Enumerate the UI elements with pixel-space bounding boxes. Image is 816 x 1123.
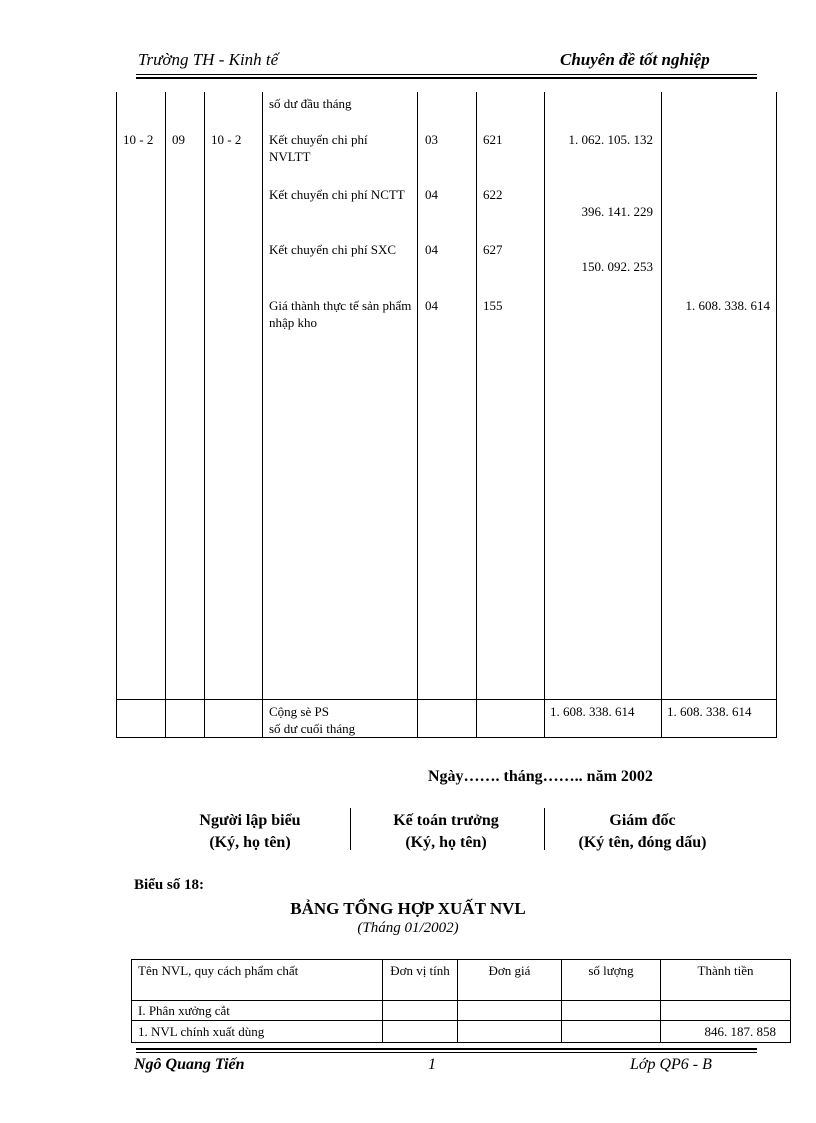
ledger-col-divider xyxy=(476,92,477,737)
summary-header: Thành tiền xyxy=(697,963,754,978)
summary-header: Tên NVL, quy cách phẩm chất xyxy=(138,963,299,978)
ledger-row-desc: Giá thành thực tế sản phẩm nhập kho xyxy=(269,298,412,330)
ledger-row-debit: 150. 092. 253 xyxy=(581,259,653,274)
ledger-col-divider xyxy=(661,92,662,737)
date-line: Ngày……. tháng…….. năm 2002 xyxy=(428,768,653,785)
summary-header: Đơn giá xyxy=(488,963,531,978)
ledger-col-divider xyxy=(417,92,418,737)
signature-director xyxy=(550,810,735,854)
summary-row-name: I. Phân xưởng cắt xyxy=(138,1003,230,1018)
header-rule-thick xyxy=(136,77,757,79)
ledger-row-account: 622 xyxy=(483,187,503,202)
ledger-row-account: 155 xyxy=(483,298,503,313)
ledger-col-c: 10 - 2 xyxy=(211,132,242,147)
ledger-total-debit: 1. 608. 338. 614 xyxy=(550,704,635,719)
ledger-border-left xyxy=(116,92,117,737)
summary-header: số lượng xyxy=(588,963,634,978)
signature-note: (Ký, họ tên) xyxy=(209,834,291,851)
footer-rule xyxy=(136,1052,757,1053)
summary-bottom-rule xyxy=(131,1042,791,1043)
form-number: Biểu số 18: xyxy=(134,877,205,893)
signature-note: (Ký, họ tên) xyxy=(405,834,487,851)
footer-rule-thick xyxy=(136,1048,757,1050)
footer-author: Ngô Quang Tiến xyxy=(134,1056,245,1073)
ledger-total-rule xyxy=(116,699,777,700)
footer-class: Lớp QP6 - B xyxy=(630,1056,712,1073)
ledger-row-desc: Kết chuyển chi phí NVLTT xyxy=(269,132,368,164)
ledger-col-divider xyxy=(262,92,263,737)
ledger-row-page: 04 xyxy=(425,298,438,313)
ledger-total-desc: Cộng sè PS xyxy=(269,704,329,719)
header-school: Trường TH - Kinh tế xyxy=(138,50,279,69)
ledger-opening-desc: số dư đầu tháng xyxy=(269,96,352,111)
signature-preparer xyxy=(160,810,340,854)
summary-top-rule xyxy=(131,959,791,960)
ledger-row-debit: 1. 062. 105. 132 xyxy=(568,132,653,147)
header-rule xyxy=(136,74,757,75)
ledger-row-account: 627 xyxy=(483,242,503,257)
signature-divider xyxy=(350,808,351,850)
ledger-row-page: 03 xyxy=(425,132,438,147)
summary-header-rule xyxy=(131,1000,791,1001)
ledger-col-b: 09 xyxy=(172,132,185,147)
summary-row-name: 1. NVL chính xuất dùng xyxy=(138,1024,265,1039)
ledger-col-divider xyxy=(544,92,545,737)
ledger-row-page: 04 xyxy=(425,187,438,202)
ledger-closing-desc: số dư cuối tháng xyxy=(269,721,356,736)
ledger-row-page: 04 xyxy=(425,242,438,257)
ledger-row-desc: Kết chuyển chi phí NCTT xyxy=(269,187,405,202)
ledger-total-credit: 1. 608. 338. 614 xyxy=(667,704,752,719)
signature-role: Giám đốc xyxy=(609,812,676,829)
ledger-col-divider xyxy=(165,92,166,737)
summary-table-subtitle: (Tháng 01/2002) xyxy=(357,920,459,936)
ledger-row-credit: 1. 608. 338. 614 xyxy=(685,298,770,313)
ledger-row-account: 621 xyxy=(483,132,503,147)
signature-role: Người lập biểu xyxy=(199,812,301,829)
signature-note: (Ký tên, đóng dấu) xyxy=(578,834,707,851)
summary-row-amount: 846. 187. 858 xyxy=(704,1024,776,1039)
ledger-col-divider xyxy=(204,92,205,737)
summary-row-rule xyxy=(131,1020,791,1021)
ledger-border-right xyxy=(776,92,777,737)
ledger-row-desc: Kết chuyển chi phí SXC xyxy=(269,242,397,257)
summary-table-title: BẢNG TỔNG HỢP XUẤT NVL xyxy=(290,899,526,918)
footer-page-number: 1 xyxy=(428,1056,436,1073)
signature-chief-accountant xyxy=(356,810,536,854)
header-title: Chuyên đề tốt nghiệp xyxy=(560,50,710,69)
signature-divider xyxy=(544,808,545,850)
ledger-col-a: 10 - 2 xyxy=(123,132,154,147)
signature-role: Kế toán trưởng xyxy=(393,812,499,829)
summary-header: Đơn vị tính xyxy=(390,963,450,978)
ledger-bottom-rule xyxy=(116,737,777,738)
ledger-row-debit: 396. 141. 229 xyxy=(581,204,653,219)
